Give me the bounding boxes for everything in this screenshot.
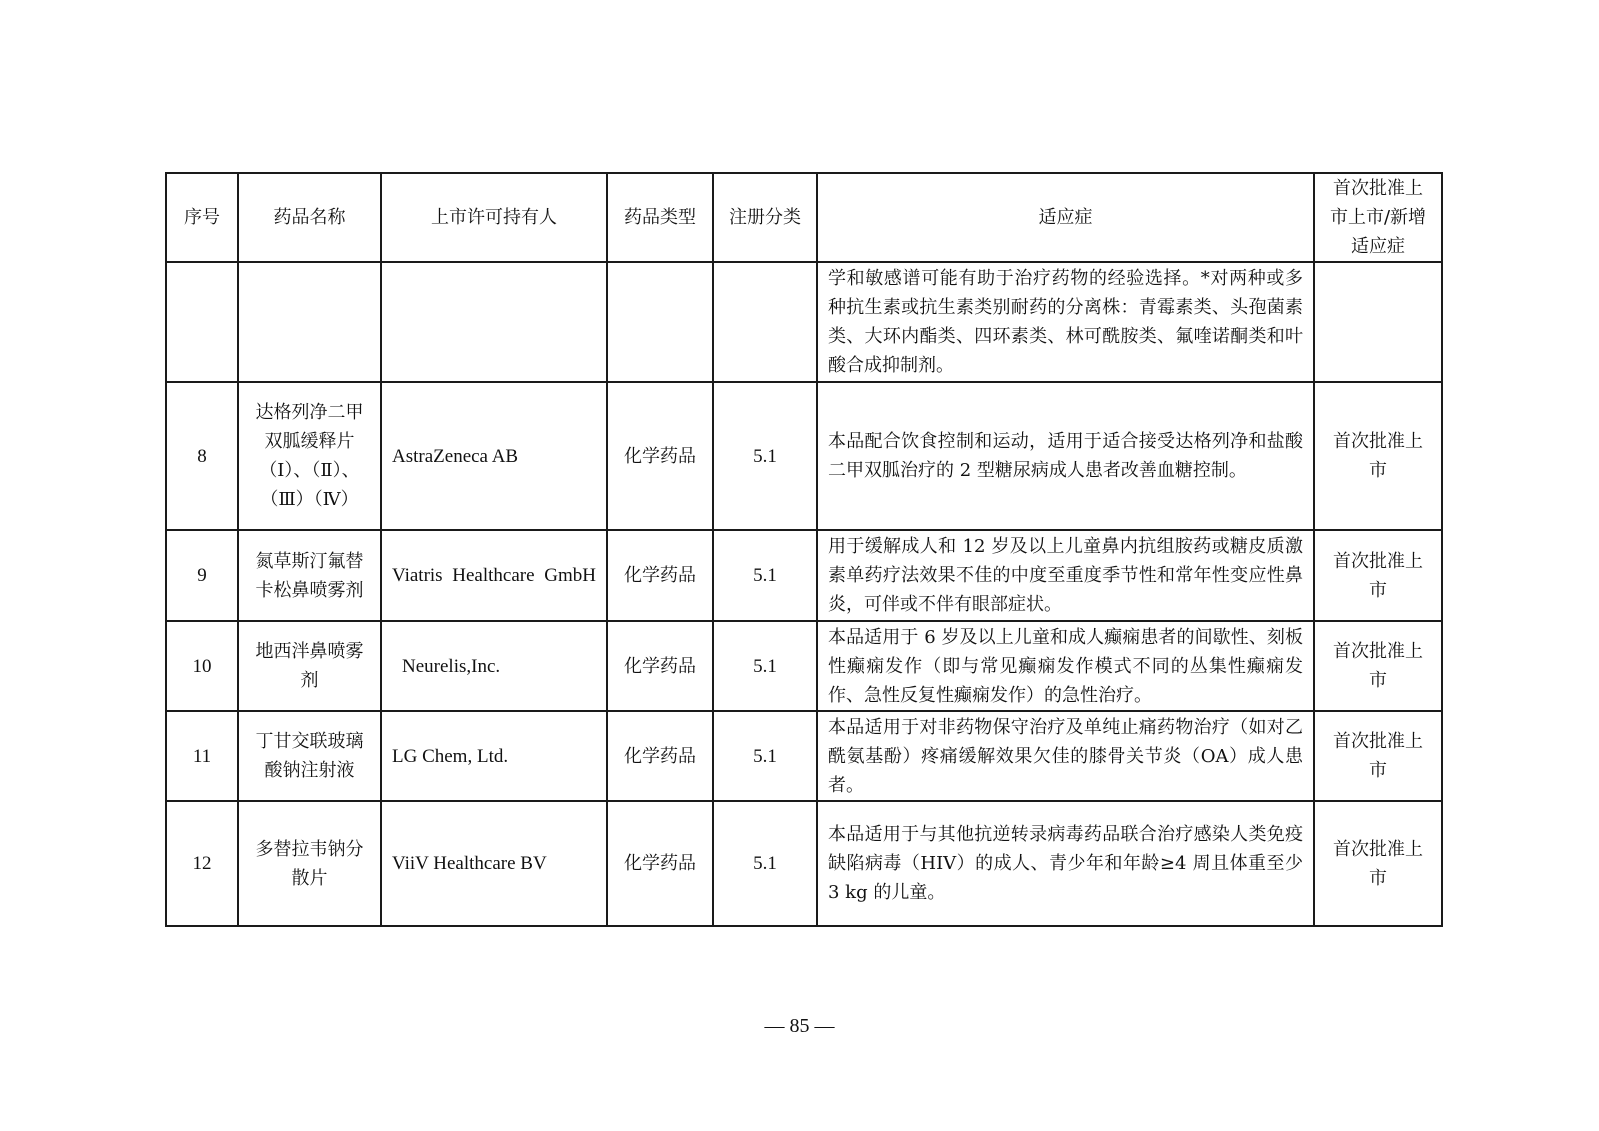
cell-registration-category: 5.1 [713,621,817,711]
cell-drug-name: 地西泮鼻喷雾剂 [238,621,381,711]
cell-approval-type: 首次批准上市 [1314,382,1442,530]
cell-license-holder: Neurelis,Inc. [381,621,607,711]
cell-registration-category: 5.1 [713,382,817,530]
cell-drug-type: 化学药品 [607,382,713,530]
page-number: — 85 — [764,1015,835,1037]
table-row [166,801,1442,926]
cell-registration-category: 5.1 [713,801,817,926]
cell-approval-type: 首次批准上市 [1314,801,1442,926]
cell-serial-no: 8 [166,382,238,530]
header-registration-category: 注册分类 [713,173,817,262]
cell-indication: 本品适用于 6 岁及以上儿童和成人癫痫患者的间歇性、刻板性癫痫发作（即与常见癫痫发作模式不同的丛集性癫痫发作、急性反复性癫痫发作）的急性治疗。 [817,621,1314,711]
cell-registration-category: 5.1 [713,711,817,801]
table-row [166,530,1442,621]
cell-serial-no: 10 [166,621,238,711]
table-row [166,621,1442,711]
cell-indication: 本品适用于与其他抗逆转录病毒药品联合治疗感染人类免疫缺陷病毒（HIV）的成人、青少年和年龄≥4 周且体重至少 3 kg 的儿童。 [817,801,1314,926]
header-serial-no: 序号 [166,173,238,262]
cell-approval-type: 首次批准上市 [1314,621,1442,711]
cell-drug-type: 化学药品 [607,711,713,801]
cell-serial-no: 9 [166,530,238,621]
cell-serial-no: 11 [166,711,238,801]
cell-drug-type: 化学药品 [607,801,713,926]
header-approval-type: 首次批准上市上市/新增适应症 [1314,173,1442,262]
cell-license-holder: AstraZeneca AB [381,382,607,530]
table-row [166,382,1442,530]
cell-drug-type: 化学药品 [607,530,713,621]
cell-empty [713,262,817,382]
cell-drug-name: 丁甘交联玻璃酸钠注射液 [238,711,381,801]
table-row [166,711,1442,801]
cell-drug-type: 化学药品 [607,621,713,711]
cell-license-holder: ViiV Healthcare BV [381,801,607,926]
cell-empty [1314,262,1442,382]
cell-drug-name: 多替拉韦钠分散片 [238,801,381,926]
cell-drug-name: 氮草斯汀氟替卡松鼻喷雾剂 [238,530,381,621]
cell-empty [381,262,607,382]
cell-registration-category: 5.1 [713,530,817,621]
header-drug-type: 药品类型 [607,173,713,262]
cell-indication: 本品配合饮食控制和运动，适用于适合接受达格列净和盐酸二甲双胍治疗的 2 型糖尿病成人患者改善血糖控制。 [817,382,1314,530]
cell-approval-type: 首次批准上市 [1314,711,1442,801]
cell-license-holder: Viatris Healthcare GmbH [381,530,607,621]
header-license-holder: 上市许可持有人 [381,173,607,262]
cell-indication: 用于缓解成人和 12 岁及以上儿童鼻内抗组胺药或糖皮质激素单药疗法效果不佳的中度至重度季节性和常年性变应性鼻炎，可伴或不伴有眼部症状。 [817,530,1314,621]
table-row-continuation [166,262,1442,382]
cell-indication: 学和敏感谱可能有助于治疗药物的经验选择。*对两种或多种抗生素或抗生素类别耐药的分离株：青霉素类、头孢菌素类、大环内酯类、四环素类、林可酰胺类、氟喹诺酮类和叶酸合成抑制剂。 [817,262,1314,382]
drug-approval-table [165,172,1443,927]
cell-serial-no: 12 [166,801,238,926]
header-indication: 适应症 [817,173,1314,262]
cell-empty [238,262,381,382]
table-header-row [166,173,1442,262]
cell-approval-type: 首次批准上市 [1314,530,1442,621]
cell-indication: 本品适用于对非药物保守治疗及单纯止痛药物治疗（如对乙酰氨基酚）疼痛缓解效果欠佳的膝骨关节炎（OA）成人患者。 [817,711,1314,801]
cell-license-holder: LG Chem, Ltd. [381,711,607,801]
cell-drug-name: 达格列净二甲双胍缓释片（Ⅰ）、（Ⅱ）、（Ⅲ）（Ⅳ） [238,382,381,530]
cell-empty [166,262,238,382]
cell-empty [607,262,713,382]
header-drug-name: 药品名称 [238,173,381,262]
